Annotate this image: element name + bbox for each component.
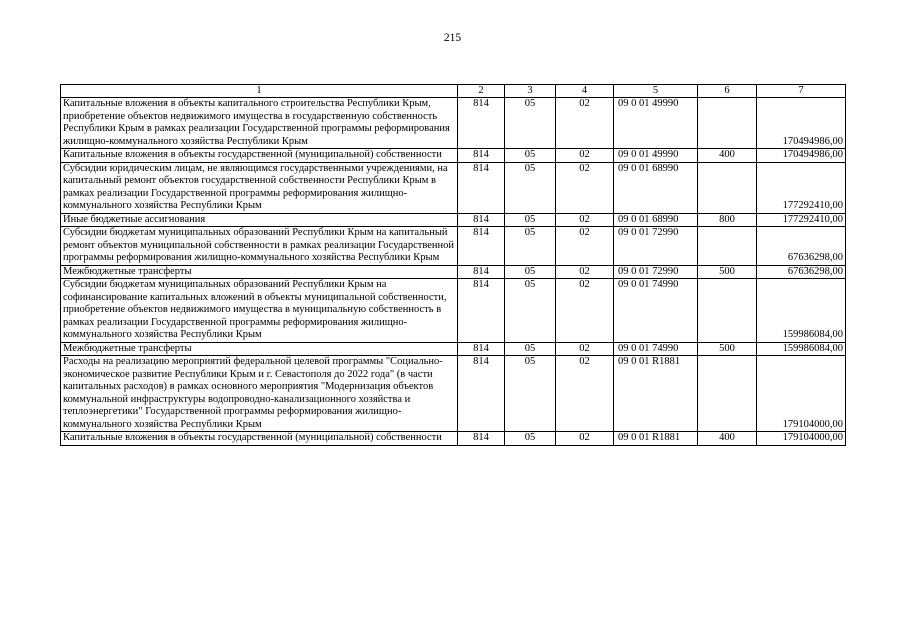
row-subsection-code: 02 <box>556 98 614 149</box>
row-expense-type <box>698 98 757 149</box>
row-subsection-code: 02 <box>556 432 614 446</box>
table-row <box>61 149 846 163</box>
column-header: 2 <box>458 85 505 98</box>
row-description: Межбюджетные трансферты <box>61 265 458 279</box>
row-subsection-code: 02 <box>556 227 614 266</box>
row-expense-type: 500 <box>698 342 757 356</box>
row-expense-type: 400 <box>698 432 757 446</box>
row-expense-type <box>698 279 757 343</box>
row-ministry-code: 814 <box>458 162 505 213</box>
row-subsection-code: 02 <box>556 279 614 343</box>
row-section-code: 05 <box>505 432 556 446</box>
row-amount: 177292410,00 <box>757 213 846 227</box>
row-amount: 159986084,00 <box>757 342 846 356</box>
row-expense-type: 500 <box>698 265 757 279</box>
row-amount: 179104000,00 <box>757 356 846 432</box>
table-row <box>61 98 846 149</box>
row-subsection-code: 02 <box>556 149 614 163</box>
row-description: Субсидии бюджетам муниципальных образований Республики Крым на капитальный ремонт объектов муниципальной собственности в рамках реализации Государственной программы реформирования жилищно-коммунального хозяйства Республики Крым <box>61 227 458 266</box>
row-description: Межбюджетные трансферты <box>61 342 458 356</box>
table-row <box>61 356 846 432</box>
row-target-article: 09 0 01 74990 <box>614 279 698 343</box>
row-section-code: 05 <box>505 342 556 356</box>
row-section-code: 05 <box>505 279 556 343</box>
row-ministry-code: 814 <box>458 213 505 227</box>
row-expense-type <box>698 227 757 266</box>
row-subsection-code: 02 <box>556 213 614 227</box>
row-section-code: 05 <box>505 265 556 279</box>
table-row <box>61 279 846 343</box>
table-row <box>61 227 846 266</box>
row-target-article: 09 0 01 68990 <box>614 162 698 213</box>
column-header: 7 <box>757 85 846 98</box>
row-description: Капитальные вложения в объекты капитального строительства Республики Крым, приобретение объектов недвижимого имущества в государственную собственность Республики Крым в рамках реализации Государственной программы реформирования жилищно-коммунального хозяйства Республики Крым <box>61 98 458 149</box>
row-subsection-code: 02 <box>556 342 614 356</box>
row-target-article: 09 0 01 49990 <box>614 98 698 149</box>
row-description: Капитальные вложения в объекты государственной (муниципальной) собственности <box>61 149 458 163</box>
row-target-article: 09 0 01 72990 <box>614 227 698 266</box>
row-amount: 67636298,00 <box>757 265 846 279</box>
row-description: Иные бюджетные ассигнования <box>61 213 458 227</box>
row-description: Субсидии бюджетам муниципальных образований Республики Крым на софинансирование капитальных вложений в объекты муниципальной собственности, приобретение объектов недвижимого имущества в муниципальную собственность в рамках реализации Государственной программы реформирования жилищно-коммунального хозяйства Республики Крым <box>61 279 458 343</box>
column-header: 5 <box>614 85 698 98</box>
row-section-code: 05 <box>505 162 556 213</box>
row-section-code: 05 <box>505 98 556 149</box>
row-subsection-code: 02 <box>556 356 614 432</box>
table-header-row <box>61 85 846 98</box>
row-section-code: 05 <box>505 356 556 432</box>
row-amount: 177292410,00 <box>757 162 846 213</box>
row-expense-type <box>698 162 757 213</box>
column-header: 4 <box>556 85 614 98</box>
row-amount: 67636298,00 <box>757 227 846 266</box>
row-amount: 170494986,00 <box>757 149 846 163</box>
row-ministry-code: 814 <box>458 279 505 343</box>
row-section-code: 05 <box>505 213 556 227</box>
row-expense-type: 400 <box>698 149 757 163</box>
row-description: Субсидии юридическим лицам, не являющимся государственными учреждениями, на капитальный ремонт объектов государственной собственности Республики Крым в рамках реализации Государственной программы реформирования жилищно-коммунального хозяйства Республики Крым <box>61 162 458 213</box>
table-row <box>61 432 846 446</box>
row-subsection-code: 02 <box>556 162 614 213</box>
page-number: 215 <box>443 32 462 44</box>
column-header: 3 <box>505 85 556 98</box>
row-description: Расходы на реализацию мероприятий федеральной целевой программы "Социально-экономическое развитие Республики Крым и г. Севастополя до 2022 года" (в части капитальных расходов) в рамках основного мероприятия "Модернизация объектов коммунальной инфраструктуры водопроводно-канализационного хозяйства и теплоэнергетики" Государственной программы реформирования жилищно-коммунального хозяйства Республики Крым <box>61 356 458 432</box>
row-section-code: 05 <box>505 149 556 163</box>
row-target-article: 09 0 01 74990 <box>614 342 698 356</box>
row-ministry-code: 814 <box>458 356 505 432</box>
row-ministry-code: 814 <box>458 342 505 356</box>
row-amount: 170494986,00 <box>757 98 846 149</box>
row-expense-type: 800 <box>698 213 757 227</box>
column-header: 1 <box>61 85 458 98</box>
row-ministry-code: 814 <box>458 265 505 279</box>
table-row <box>61 213 846 227</box>
row-expense-type <box>698 356 757 432</box>
row-target-article: 09 0 01 R1881 <box>614 356 698 432</box>
row-description: Капитальные вложения в объекты государственной (муниципальной) собственности <box>61 432 458 446</box>
row-ministry-code: 814 <box>458 149 505 163</box>
row-ministry-code: 814 <box>458 432 505 446</box>
row-amount: 179104000,00 <box>757 432 846 446</box>
row-ministry-code: 814 <box>458 98 505 149</box>
budget-table <box>60 84 846 446</box>
row-target-article: 09 0 01 72990 <box>614 265 698 279</box>
table-row <box>61 342 846 356</box>
row-target-article: 09 0 01 68990 <box>614 213 698 227</box>
column-header: 6 <box>698 85 757 98</box>
table-row <box>61 162 846 213</box>
row-subsection-code: 02 <box>556 265 614 279</box>
row-target-article: 09 0 01 49990 <box>614 149 698 163</box>
row-ministry-code: 814 <box>458 227 505 266</box>
row-section-code: 05 <box>505 227 556 266</box>
row-target-article: 09 0 01 R1881 <box>614 432 698 446</box>
table-row <box>61 265 846 279</box>
row-amount: 159986084,00 <box>757 279 846 343</box>
